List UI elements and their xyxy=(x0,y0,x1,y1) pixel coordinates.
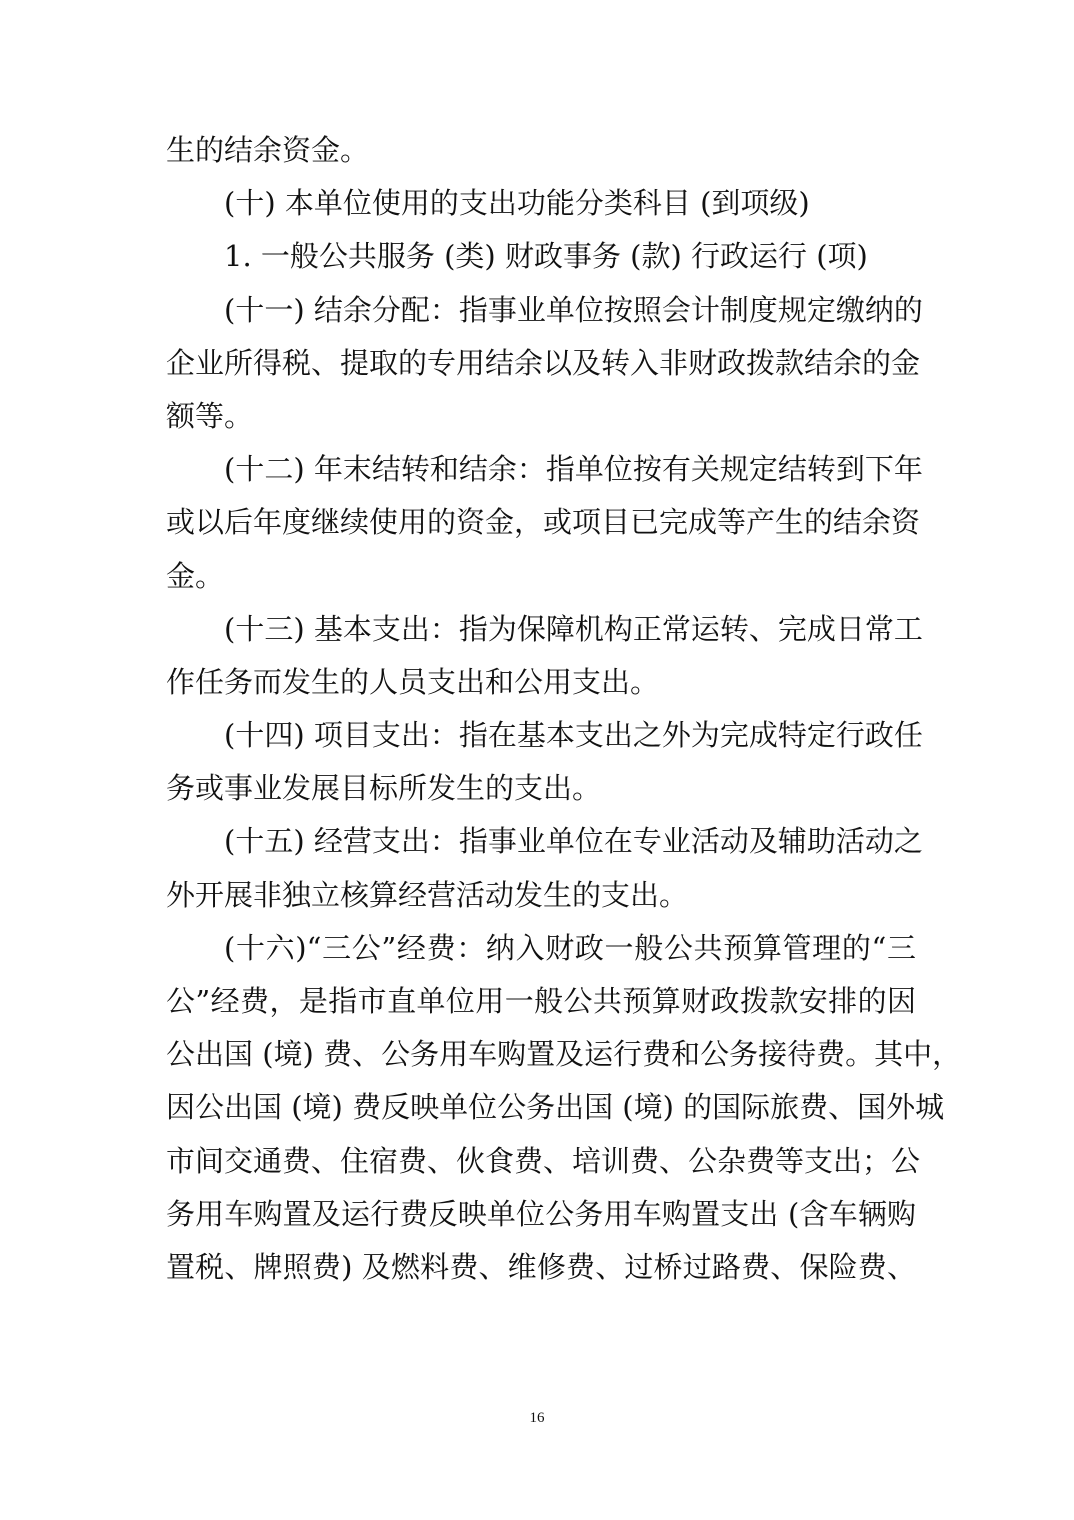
text-line: (十五) 经营支出：指事业单位在专业活动及辅助活动之 xyxy=(224,824,923,859)
text-line: (十四) 项目支出：指在基本支出之外为完成特定行政任 xyxy=(224,718,923,753)
text-line: 公出国 (境) 费、公务用车购置及运行费和公务接待费。其中， xyxy=(166,1037,962,1072)
text-line: (十) 本单位使用的支出功能分类科目 (到项级) xyxy=(224,186,810,221)
text-line: 务用车购置及运行费反映单位公务用车购置支出 (含车辆购 xyxy=(166,1196,916,1231)
text-line: 作任务而发生的人员支出和公用支出。 xyxy=(166,664,660,699)
page-number: 16 xyxy=(529,1410,545,1426)
text-line: 1. 一般公共服务 (类) 财政事务 (款) 行政运行 (项) xyxy=(224,239,868,274)
text-line: 公”经费，是指市直单位用一般公共预算财政拨款安排的因 xyxy=(166,984,916,1018)
text-line: (十二) 年末结转和结余：指单位按有关规定结转到下年 xyxy=(224,452,923,487)
text-line: 市间交通费、住宿费、伙食费、培训费、公杂费等支出；公 xyxy=(166,1143,921,1178)
text-line: 务或事业发展目标所发生的支出。 xyxy=(166,771,602,806)
text-line: 因公出国 (境) 费反映单位公务出国 (境) 的国际旅费、国外城 xyxy=(166,1090,945,1125)
text-line: 额等。 xyxy=(166,398,254,433)
text-line: (十一) 结余分配：指事业单位按照会计制度规定缴纳的 xyxy=(224,292,923,327)
text-line: 生的结余资金。 xyxy=(166,133,370,167)
text-line: (十六)“三公”经费：纳入财政一般公共预算管理的“三 xyxy=(224,930,916,965)
text-line: 或以后年度继续使用的资金，或项目已完成等产生的结余资 xyxy=(166,505,921,540)
text-line: 金。 xyxy=(166,558,225,593)
text-line: 外开展非独立核算经营活动发生的支出。 xyxy=(166,877,689,912)
text-line: (十三) 基本支出：指为保障机构正常运转、完成日常工 xyxy=(224,611,923,646)
body-text xyxy=(166,124,962,1294)
text-line: 企业所得税、提取的专用结余以及转入非财政拨款结余的金 xyxy=(166,345,921,380)
text-line: 置税、牌照费) 及燃料费、维修费、过桥过路费、保险费、 xyxy=(166,1249,916,1284)
